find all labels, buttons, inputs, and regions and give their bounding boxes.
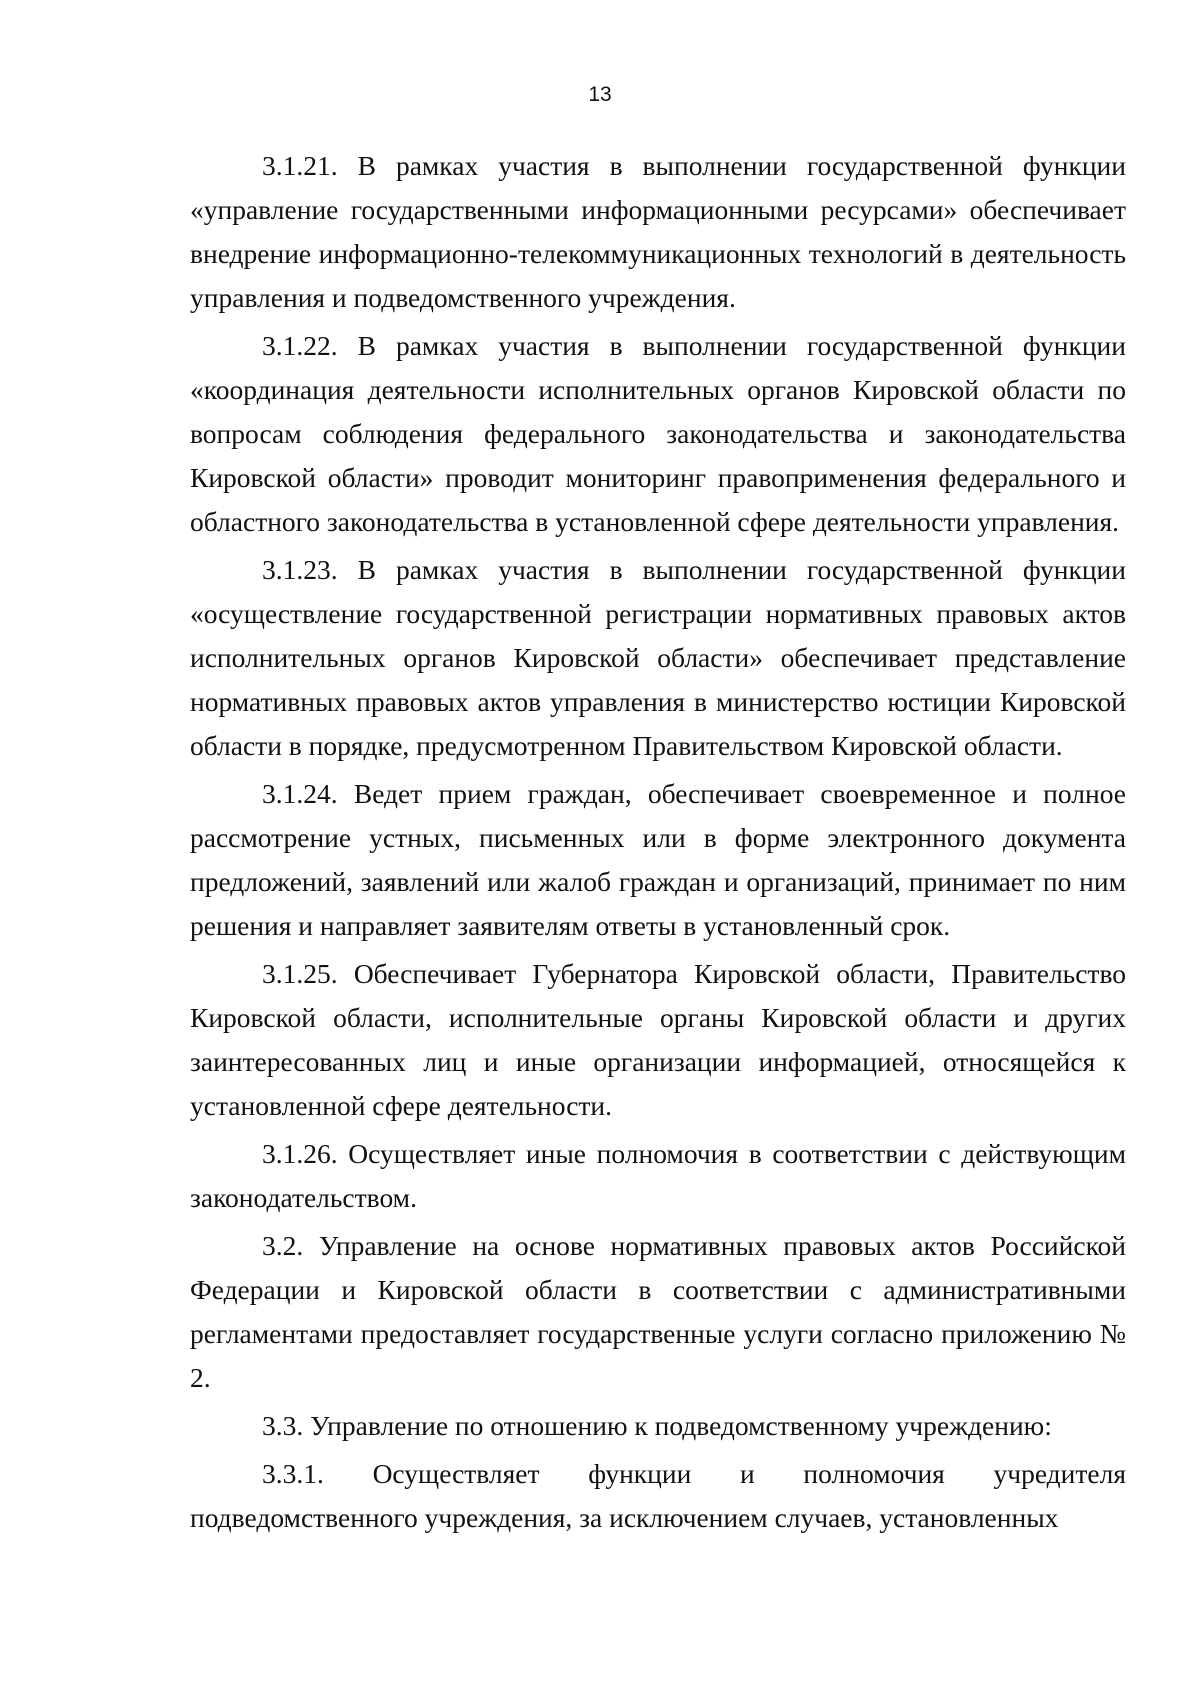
- document-body: [190, 144, 1126, 1540]
- paragraph-3-1-25: 3.1.25. Обеспечивает Губернатора Кировской области, Правительство Кировской области, исполнительные органы Кировской области и других заинтересованных лиц и иные организации информацией, относящейся к установленной сфере деятельности.: [190, 958, 1126, 1121]
- paragraph-3-1-21: 3.1.21. В рамках участия в выполнении государственной функции «управление государственными информационными ресурсами» обеспечивает внедрение информационно-телекоммуникационных технологий в деятельность управления и подведомственного учреждения.: [190, 150, 1126, 313]
- paragraph-3-3: 3.3. Управление по отношению к подведомственному учреждению:: [262, 1410, 1052, 1441]
- paragraph-3-1-26: 3.1.26. Осуществляет иные полномочия в соответствии с действующим законодательством.: [190, 1138, 1126, 1213]
- paragraph-3-2: 3.2. Управление на основе нормативных правовых актов Российской Федерации и Кировской области в соответствии с административными регламентами предоставляет государственные услуги согласно приложению № 2.: [190, 1230, 1126, 1393]
- paragraph-3-1-24: 3.1.24. Ведет прием граждан, обеспечивает своевременное и полное рассмотрение устных, письменных или в форме электронного документа предложений, заявлений или жалоб граждан и организаций, принимает по ним решения и направляет заявителям ответы в установленный срок.: [190, 778, 1126, 941]
- paragraph-3-1-22: 3.1.22. В рамках участия в выполнении государственной функции «координация деятельности исполнительных органов Кировской области по вопросам соблюдения федерального законодательства и законодательства Кировской области» проводит мониторинг правоприменения федерального и областного законодательства в установленной сфере деятельности управления.: [190, 330, 1126, 537]
- paragraph-3-3-1: 3.3.1. Осуществляет функции и полномочия учредителя подведомственного учреждения, за исключением случаев, установленных: [190, 1458, 1126, 1533]
- page-number: 13: [588, 83, 612, 106]
- paragraph-3-1-23: 3.1.23. В рамках участия в выполнении государственной функции «осуществление государственной регистрации нормативных правовых актов исполнительных органов Кировской области» обеспечивает представление нормативных правовых актов управления в министерство юстиции Кировской области в порядке, предусмотренном Правительством Кировской области.: [190, 554, 1126, 761]
